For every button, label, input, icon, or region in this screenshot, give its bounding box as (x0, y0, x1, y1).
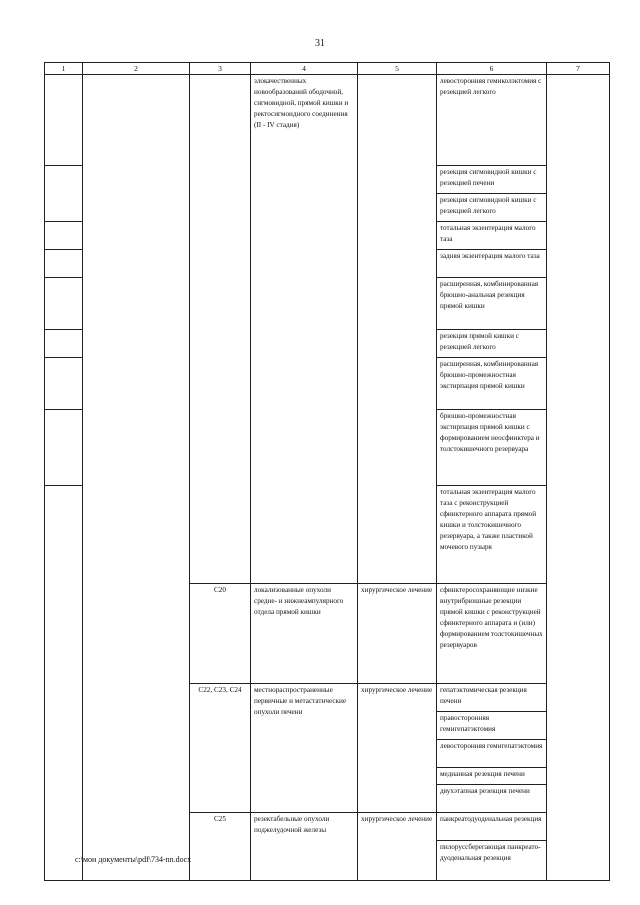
treatment-cell: хирургическое лечение (358, 684, 437, 813)
col1-cell (45, 486, 83, 881)
col-header-7: 7 (547, 63, 610, 75)
method-cell: расширенная, комбинированная брюшно-анальная резекция прямой кишки (437, 278, 547, 330)
method-cell: медианная резекция печени (437, 768, 547, 785)
col1-cell (45, 250, 83, 278)
medical-care-table (44, 62, 610, 881)
treatment-cell: хирургическое лечение (358, 584, 437, 684)
col1-cell (45, 222, 83, 250)
method-cell: пилоруссберегающая панкреато-дуоденальная резекция (437, 841, 547, 881)
col-header-2: 2 (83, 63, 190, 75)
method-cell: резекция сигмовидной кишки с резекцией печени (437, 166, 547, 194)
col-header-1: 1 (45, 63, 83, 75)
method-cell: расширенная, комбинированная брюшно-промежностная экстирпация прямой кишки (437, 358, 547, 410)
diagnosis-cell: злокачественных новообразований ободочной, сигмовидной, прямой кишки и ректосигмоидного соединения (II - IV стадия) (251, 75, 358, 584)
method-cell: левосторонняя гемиколэктомия с резекцией легкого (437, 75, 547, 166)
page-number: 31 (315, 38, 325, 49)
method-cell: сфинктеросохраняющие низкие внутрибрюшные резекции прямой кишки с реконструкцией сфинктерного аппарата и (или) формированием толстокишечных резервуаров (437, 584, 547, 684)
col1-cell (45, 410, 83, 486)
method-cell: гепатэктомическая резекция печени (437, 684, 547, 712)
treatment-cell (358, 75, 437, 584)
method-cell: резекция прямой кишки с резекцией легкого (437, 330, 547, 358)
col-header-5: 5 (358, 63, 437, 75)
file-path-footer: c:\мои документы\pdf\734-nn.docx (75, 855, 192, 864)
code-cell: C20 (190, 584, 251, 684)
code-cell (190, 75, 251, 584)
col-header-6: 6 (437, 63, 547, 75)
diagnosis-cell: местнораспространенные первичные и метастатические опухоли печени (251, 684, 358, 813)
code-cell: C22, C23, C24 (190, 684, 251, 813)
treatment-cell: хирургическое лечение (358, 813, 437, 881)
col1-cell (45, 358, 83, 410)
method-cell: двухэтапная резекция печени (437, 785, 547, 813)
col1-cell (45, 330, 83, 358)
diagnosis-cell: локализованные опухоли средне- и нижнеампулярного отдела прямой кишки (251, 584, 358, 684)
header-row (45, 63, 610, 75)
col1-cell (45, 166, 83, 222)
code-cell: C25 (190, 813, 251, 881)
method-cell: задняя экзентерация малого таза (437, 250, 547, 278)
method-cell: левосторонняя гемигепатэктомия (437, 740, 547, 768)
method-cell: панкреатодуоденальная резекция (437, 813, 547, 841)
diagnosis-cell: резектабельные опухоли поджелудочной железы (251, 813, 358, 881)
method-cell: брюшно-промежностная экстирпация прямой кишки с формированием неосфинктера и толстокишечного резервуара (437, 410, 547, 486)
col-header-4: 4 (251, 63, 358, 75)
col-header-3: 3 (190, 63, 251, 75)
col1-cell (45, 278, 83, 330)
method-cell: тотальная экзентерация малого таза с реконструкцией сфинктерного аппарата прямой кишки и толстокишечного резервуара, а также пластикой мочевого пузыря (437, 486, 547, 584)
method-cell: резекция сигмовидной кишки с резекцией легкого (437, 194, 547, 222)
col2-cell (83, 75, 190, 881)
col1-cell (45, 75, 83, 166)
col7-cell (547, 75, 610, 881)
method-cell: тотальная экзентерация малого таза (437, 222, 547, 250)
method-cell: правосторонняя гемигепатэктомия (437, 712, 547, 740)
